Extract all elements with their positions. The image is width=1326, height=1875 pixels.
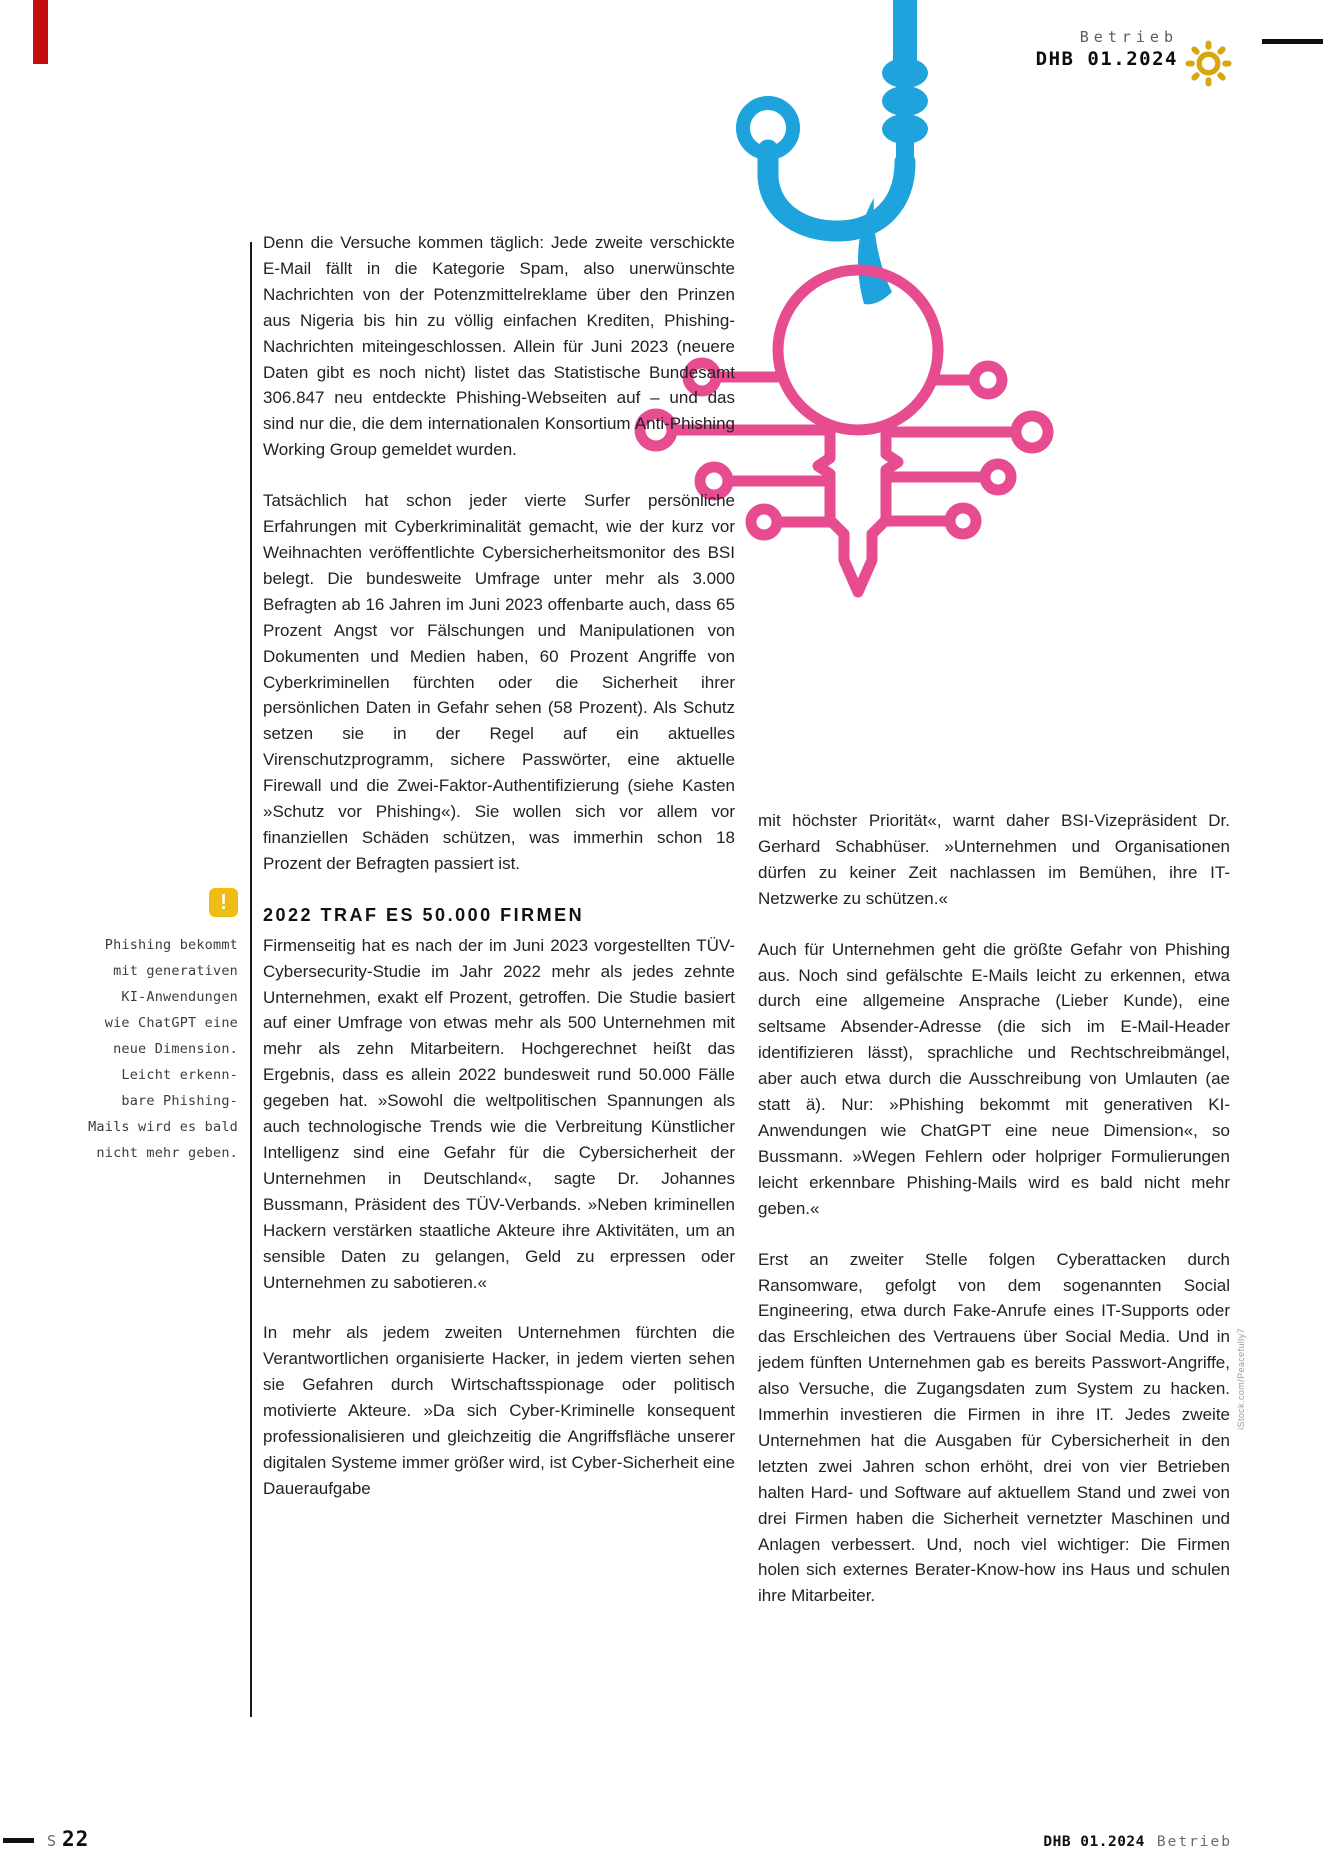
footer-rule	[3, 1838, 34, 1843]
pull-quote-line: neue Dimension.	[113, 1041, 238, 1057]
article-paragraph: Firmenseitig hat es nach der im Juni 2023 vorgestellten TÜV-Cybersecurity-Studie im Jahr 2022 mehr als jedes zehnte Unternehmen, exakt elf Prozent, getroffen. Die Studie basiert auf einer Umfrage von etwas mehr als 500 Unternehmen mit mehr als zehn Mitarbeitern. Hochgerechnet heißt das Ergebnis, dass es allein 2022 bundesweit rund 50.000 Fälle gegeben hat. »Sowohl die weltpolitischen Spannungen als auch technologische Trends wie die Verbreitung Künstlicher Intelligenz sind eine Gefahr für die Cybersicherheit der Unternehmen in Deutschland«, sagte Dr. Johannes Bussmann, Präsident des TÜV-Verbands. »Neben kriminellen Hackern verstärken staatliche Akteure ihre Aktivitäten, um an sensible Daten zu gelangen, Geld zu erpressen oder Unternehmen zu sabotieren.«	[263, 935, 735, 1292]
exclamation-icon: !	[209, 888, 238, 917]
footer-section-label: Betrieb	[1156, 1834, 1232, 1850]
article-paragraph: Erst an zweiter Stelle folgen Cyberattacken durch Ransomware, gefolgt von dem sogenannten Social Engineering, etwa durch Fake-Anrufe eines IT-Supports oder das Erschleichen des Vertrauens über Social Media. Und in jedem fünften Unternehmen gab es bereits Passwort-Angriffe, also Versuche, die Zugangsdaten zum System zu hacken. Immerhin investieren die Firmen in ihre IT. Jedes zweite Unternehmen hat die Ausgaben für Cybersicherheit in den letzten zwei Jahren schon erhöht, drei von vier Betrieben halten Hard- und Software auf aktuellem Stand und zwei von drei Firmen haben die Sicherheit vernetzter Maschinen und Anlagen verbessert. Und, noch viel wichtiger: Die Firmen holen sich externes Berater-Know-how ins Haus und schulen ihre Mitarbeiter.	[758, 1249, 1230, 1606]
pull-quote-line: bare Phishing-	[121, 1093, 238, 1109]
footer-issue-label: DHB 01.2024	[1043, 1834, 1145, 1850]
article-right-column	[758, 808, 1230, 1634]
section-heading: 2022 TRAF ES 50.000 FIRMEN	[263, 904, 585, 925]
pull-quote-line: mit generativen	[113, 963, 238, 979]
header-section-label: Betrieb	[1079, 28, 1178, 46]
pull-quote-line: Phishing bekommt	[104, 937, 238, 953]
footer-page-number	[47, 1827, 89, 1851]
article-paragraph: In mehr als jedem zweiten Unternehmen fürchten die Verantwortlichen organisierte Hacker, in jedem vierten sehen sie Gefahren durch Wirtschaftsspionage oder politisch motivierte Akteure. »Da sich Cyber-Kriminelle konsequent professionalisieren und gleichzeitig die Angriffsfläche unserer digitalen Systeme immer größer wird, ist Cyber-Sicherheit eine Daueraufgabe	[263, 1323, 735, 1498]
article-paragraph: mit höchster Priorität«, warnt daher BSI-Vizepräsident Dr. Gerhard Schabhüser. »Unternehmen und Organisationen dürfen zu keiner Zeit nachlassen im Bemühen, ihre IT-Netzwerke zu schützen.«	[758, 811, 1230, 908]
pull-quote-text	[28, 888, 238, 1166]
article-left-column	[263, 230, 735, 1527]
hook-bend	[768, 150, 905, 231]
article-paragraph: Denn die Versuche kommen täglich: Jede zweite verschickte E-Mail fällt in die Kategorie Spam, also unerwünschte Nachrichten von der Potenzmittelreklame über den Prinzen aus Nigeria bis hin zu völlig einfachen Krediten, Phishing-Nachrichten miteingeschlossen. Allein für Juni 2023 (neuere Daten gibt es noch nicht) listet das Statistische Bundesamt 306.847 neu entdeckte Phishing-Webseiten auf – und das sind nur die, die dem internationalen Konsortium Anti-Phishing Working Group gemeldet wurden.	[263, 233, 735, 460]
footer-page-value: 22	[62, 1827, 90, 1851]
column-rule	[250, 242, 252, 1717]
pull-quote-line: wie ChatGPT eine	[104, 1015, 238, 1031]
header-issue-label: DHB 01.2024	[1035, 48, 1178, 70]
article-paragraph: Auch für Unternehmen geht die größte Gefahr von Phishing aus. Noch sind gefälschte E-Mails leicht zu erkennen, etwa durch eine allgemeine Ansprache (Lieber Kunde), eine seltsame Absender-Adresse (die sich im E-Mail-Header identifizieren lässt), sprachliche und Rechtschreibmängel, aber auch etwa durch die Ausschreibung von Umlauten (ae statt ä). Nur: »Phishing bekommt mit generativen KI-Anwendungen wie ChatGPT eine neue Dimension«, so Bussmann. »Wegen Fehlern oder holpriger Formulierungen leicht erkennbare Phishing-Mails wird es bald nicht mehr geben.«	[758, 939, 1230, 1218]
footer-page-label: S	[47, 1832, 58, 1850]
pull-quote-line: KI-Anwendungen	[121, 989, 238, 1005]
pull-quote-line: Leicht erkenn-	[121, 1067, 238, 1083]
fishing-line	[882, 0, 928, 165]
pull-quote-line: Mails wird es bald	[88, 1119, 238, 1135]
gear-icon	[1185, 40, 1232, 87]
pull-quote-line: nicht mehr geben.	[96, 1145, 238, 1161]
photo-credit: iStock.com/Peacefully7	[1236, 1328, 1246, 1430]
header-rule	[1262, 39, 1323, 44]
pull-quote	[28, 888, 238, 1166]
footer-issue-info	[1040, 1833, 1232, 1851]
article-paragraph: Tatsächlich hat schon jeder vierte Surfer persönliche Erfahrungen mit Cyberkriminalität gemacht, wie der kurz vor Weihnachten veröffentlichte Cybersicherheitsmonitor des BSI belegt. Die bundesweite Umfrage unter mehr als 3.000 Befragten ab 16 Jahren im Juni 2023 offenbarte auch, dass 65 Prozent Angst vor Fälschungen und Manipulationen von Dokumenten und Medien haben, 60 Prozent Angriffe von Cyberkriminellen fürchten oder die Sicherheit ihrer persönlichen Daten in Gefahr sehen (58 Prozent). Als Schutz setzen sie in der Regel auf ein aktuelles Virenschutzprogramm, sichere Passwörter, eine aktuelle Firewall und die Zwei-Faktor-Authentifizierung (siehe Kasten »Schutz vor Phishing«). Sie wollen sich vor allem vor finanziellen Schäden schützen, was immerhin schon 18 Prozent der Befragten passiert ist.	[263, 491, 735, 873]
